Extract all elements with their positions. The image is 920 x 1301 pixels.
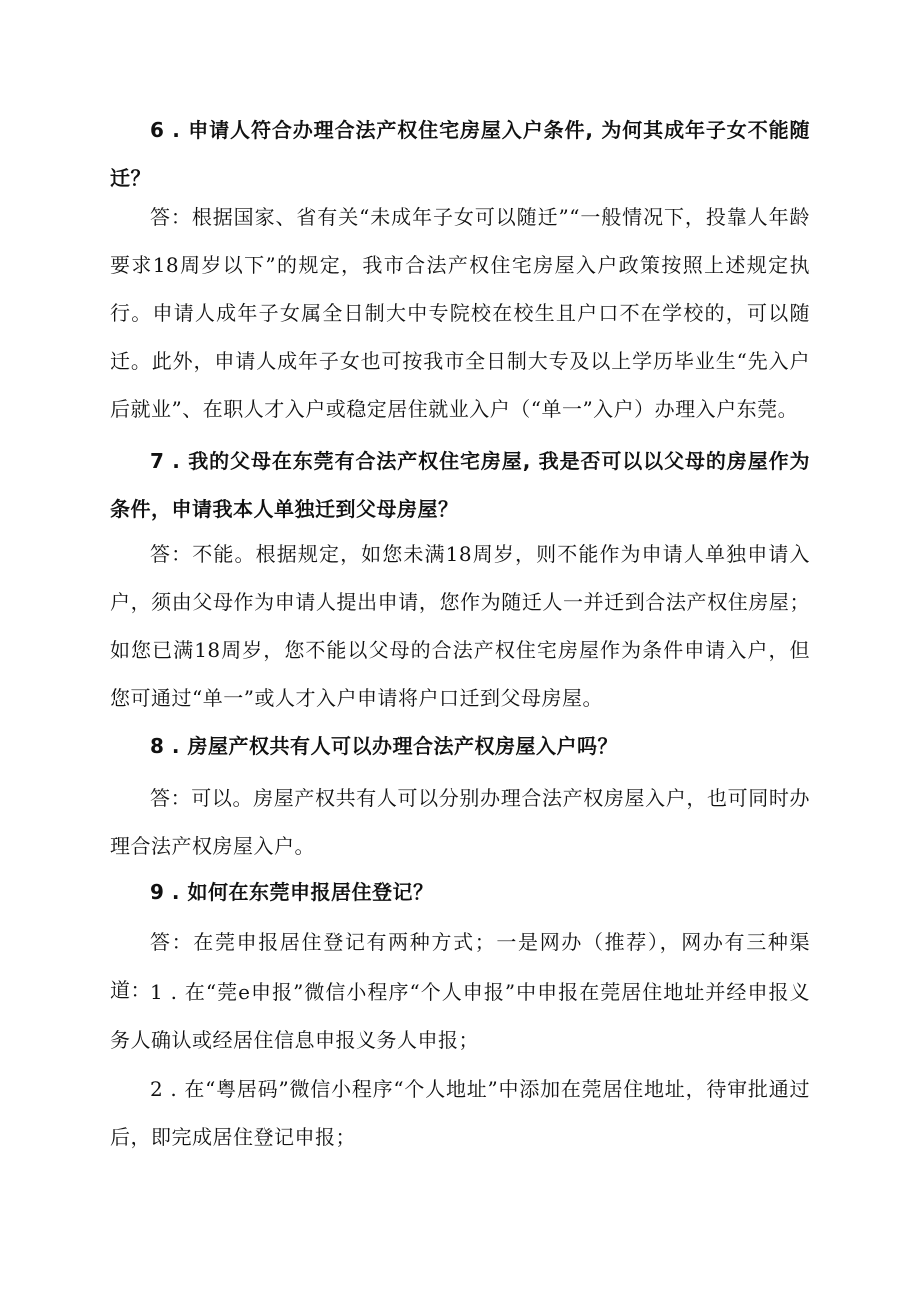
question-8: 8 . 房屋产权共有人可以办理合法产权房屋入户吗？ — [150, 734, 618, 758]
channel-2-item: 2 . 在“粤居码”微信小程序“个人地址”中添加在莞居住地址，待审批通过后，即完成居住登记申报； — [110, 1077, 810, 1149]
channel-1-item: 1 . 在“莞e申报”微信小程序“个人申报”中申报在莞居住地址并经申报义务人确认或经居住信息申报义务人申报； — [110, 980, 810, 1052]
question-7: 7 . 我的父母在东莞有合法产权住宅房屋, 我是否可以以父母的房屋作为条件，申请我本人单独迁到父母房屋？ — [110, 449, 810, 521]
answer-9: 答：在莞申报居住登记有两种方式；一是网办（推荐），网办有三种渠道： — [110, 930, 810, 1002]
answer-8: 答：可以。房屋产权共有人可以分别办理合法产权房屋入户，也可同时办理合法产权房屋入户。 — [110, 786, 810, 858]
question-9: 9 . 如何在东莞申报居住登记？ — [150, 880, 434, 904]
answer-7: 答：不能。根据规定，如您未满18周岁，则不能作为申请人单独申请入户，须由父母作为申请人提出申请，您作为随迁人一并迁到合法产权住房屋；如您已满18周岁，您不能以父母的合法产权住宅房屋作为条件申请入户，但您可通过“单一”或人才入户申请将户口迁到父母房屋。 — [110, 542, 810, 710]
answer-6: 答：根据国家、省有关“未成年子女可以随迁”“一般情况下，投靠人年龄要求18周岁以下”的规定，我市合法产权住宅房屋入户政策按照上述规定执行。申请人成年子女属全日制大中专院校在校生且户口不在学校的，可以随迁。此外，申请人成年子女也可按我市全日制大专及以上学历毕业生“先入户后就业”、在职人才入户或稳定居住就业入户（“单一”入户）办理入户东莞。 — [110, 205, 810, 421]
question-6: 6 . 申请人符合办理合法产权住宅房屋入户条件, 为何其成年子女不能随迁？ — [110, 118, 810, 190]
